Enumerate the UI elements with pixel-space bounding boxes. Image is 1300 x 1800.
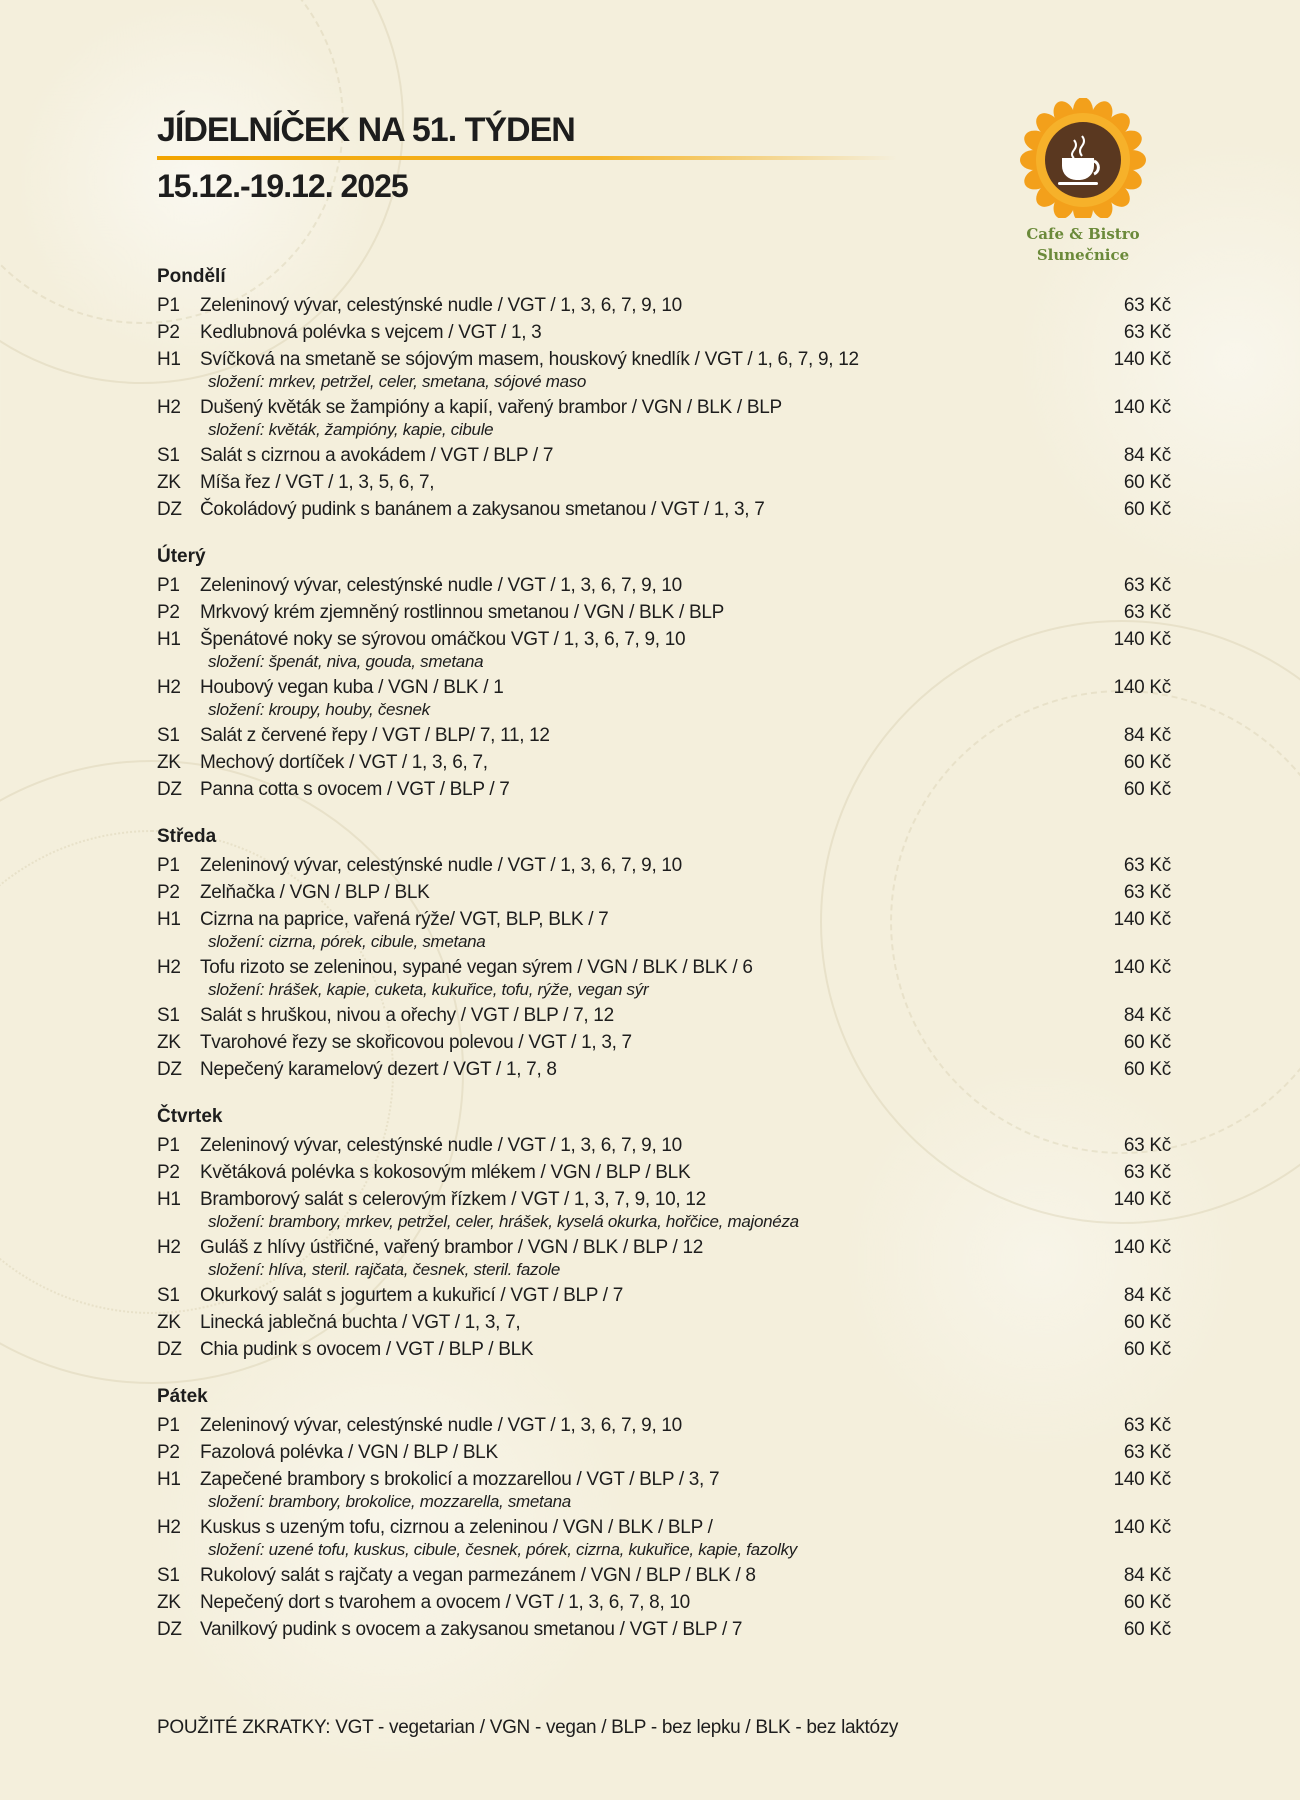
item-price: 84 Kč xyxy=(1123,1565,1171,1586)
item-code: DZ xyxy=(157,499,182,520)
menu-item xyxy=(157,626,1171,653)
dish-name: Míša řez / VGT / 1, 3, 5, 6, 7, xyxy=(200,472,435,493)
item-code: ZK xyxy=(157,1592,181,1613)
dish-name: Zeleninový vývar, celestýnské nudle / VGT / 1, 3, 6, 7, 9, 10 xyxy=(200,1415,682,1436)
weekly-menu xyxy=(157,262,1171,1662)
menu-item xyxy=(157,1132,1171,1159)
menu-item xyxy=(157,879,1171,906)
dish-name: Salát s hruškou, nivou a ořechy / VGT / BLP / 7, 12 xyxy=(200,1005,614,1026)
menu-item xyxy=(157,496,1171,523)
item-price: 140 Kč xyxy=(1113,1189,1171,1210)
item-code: DZ xyxy=(157,1619,182,1640)
dish-name: Kedlubnová polévka s vejcem / VGT / 1, 3 xyxy=(200,322,542,343)
day-section xyxy=(157,822,1171,1083)
day-heading: Čtvrtek xyxy=(157,1106,223,1127)
menu-item xyxy=(157,1336,1171,1363)
item-code: P2 xyxy=(157,882,180,903)
menu-item xyxy=(157,1234,1171,1261)
item-price: 63 Kč xyxy=(1123,602,1171,623)
item-code: H2 xyxy=(157,677,181,698)
item-price: 63 Kč xyxy=(1123,882,1171,903)
item-code: H1 xyxy=(157,349,181,370)
menu-item xyxy=(157,394,1171,421)
item-code: H2 xyxy=(157,957,181,978)
dish-name: Okurkový salát s jogurtem a kukuřicí / VGT / BLP / 7 xyxy=(200,1285,623,1306)
day-section xyxy=(157,1102,1171,1363)
item-price: 140 Kč xyxy=(1113,349,1171,370)
item-code: H2 xyxy=(157,1237,181,1258)
dish-name: Zeleninový vývar, celestýnské nudle / VGT / 1, 3, 6, 7, 9, 10 xyxy=(200,575,682,596)
day-heading: Úterý xyxy=(157,546,206,567)
item-price: 84 Kč xyxy=(1123,445,1171,466)
menu-item xyxy=(157,1412,1171,1439)
item-price: 84 Kč xyxy=(1123,1005,1171,1026)
item-code: S1 xyxy=(157,1565,180,1586)
day-section xyxy=(157,542,1171,803)
dish-name: Dušený květák se žampióny a kapií, vařený brambor / VGN / BLK / BLP xyxy=(200,397,782,418)
item-code: S1 xyxy=(157,725,180,746)
item-price: 140 Kč xyxy=(1113,677,1171,698)
dish-name: Panna cotta s ovocem / VGT / BLP / 7 xyxy=(200,779,510,800)
item-price: 140 Kč xyxy=(1113,397,1171,418)
dish-ingredients: složení: kroupy, houby, česnek xyxy=(208,700,430,719)
day-heading: Pátek xyxy=(157,1386,208,1407)
item-price: 140 Kč xyxy=(1113,909,1171,930)
menu-item xyxy=(157,572,1171,599)
item-price: 63 Kč xyxy=(1123,1162,1171,1183)
item-price: 60 Kč xyxy=(1123,1339,1171,1360)
item-code: ZK xyxy=(157,1032,181,1053)
item-price: 63 Kč xyxy=(1123,1135,1171,1156)
item-code: ZK xyxy=(157,472,181,493)
dish-name: Vanilkový pudink s ovocem a zakysanou smetanou / VGT / BLP / 7 xyxy=(200,1619,743,1640)
item-price: 60 Kč xyxy=(1123,1619,1171,1640)
dish-name: Zelňačka / VGN / BLP / BLK xyxy=(200,882,430,903)
dish-name: Mechový dortíček / VGT / 1, 3, 6, 7, xyxy=(200,752,488,773)
menu-item xyxy=(157,1589,1171,1616)
item-code: H1 xyxy=(157,1189,181,1210)
menu-item xyxy=(157,1439,1171,1466)
item-code: P2 xyxy=(157,1442,180,1463)
sunflower-logo-graphic xyxy=(1018,98,1148,218)
item-code: P1 xyxy=(157,855,180,876)
menu-item xyxy=(157,1056,1171,1083)
dish-ingredients: složení: hlíva, steril. rajčata, česnek, steril. fazole xyxy=(208,1260,560,1279)
day-section xyxy=(157,262,1171,523)
dish-name: Cizrna na paprice, vařená rýže/ VGT, BLP, BLK / 7 xyxy=(200,909,609,930)
cafe-logo xyxy=(1018,98,1148,264)
abbreviations-legend: POUŽITÉ ZKRATKY: VGT - vegetarian / VGN - vegan / BLP - bez lepku / BLK - bez laktózy xyxy=(157,1717,899,1738)
item-price: 63 Kč xyxy=(1123,575,1171,596)
logo-name-line1: Cafe & Bistro xyxy=(1026,225,1140,243)
item-code: S1 xyxy=(157,1005,180,1026)
item-code: P2 xyxy=(157,322,180,343)
dish-name: Čokoládový pudink s banánem a zakysanou smetanou / VGT / 1, 3, 7 xyxy=(200,499,765,520)
dish-name: Kuskus s uzeným tofu, cizrnou a zeleninou / VGN / BLK / BLP / xyxy=(200,1517,713,1538)
item-price: 140 Kč xyxy=(1113,1237,1171,1258)
item-code: H1 xyxy=(157,909,181,930)
item-code: H2 xyxy=(157,397,181,418)
dish-ingredients: složení: cizrna, pórek, cibule, smetana xyxy=(208,932,486,951)
item-code: S1 xyxy=(157,1285,180,1306)
dish-ingredients: složení: mrkev, petržel, celer, smetana, sójové maso xyxy=(208,372,587,391)
dish-name: Mrkvový krém zjemněný rostlinnou smetanou / VGN / BLK / BLP xyxy=(200,602,725,623)
dish-name: Zeleninový vývar, celestýnské nudle / VGT / 1, 3, 6, 7, 9, 10 xyxy=(200,855,682,876)
item-price: 63 Kč xyxy=(1123,295,1171,316)
dish-name: Zeleninový vývar, celestýnské nudle / VGT / 1, 3, 6, 7, 9, 10 xyxy=(200,295,682,316)
dish-name: Guláš z hlívy ústřičné, vařený brambor / VGN / BLK / BLP / 12 xyxy=(200,1237,704,1258)
dish-name: Salát s cizrnou a avokádem / VGT / BLP / 7 xyxy=(200,445,554,466)
dish-ingredients: složení: brambory, brokolice, mozzarella, smetana xyxy=(208,1492,571,1511)
menu-item xyxy=(157,1186,1171,1213)
page-title: JÍDELNÍČEK NA 51. TÝDEN xyxy=(157,111,575,149)
dish-name: Fazolová polévka / VGN / BLP / BLK xyxy=(200,1442,498,1463)
menu-header xyxy=(157,110,897,206)
item-code: H2 xyxy=(157,1517,181,1538)
dish-ingredients: složení: hrášek, kapie, cuketa, kukuřice, tofu, rýže, vegan sýr xyxy=(208,980,649,999)
day-heading: Středa xyxy=(157,826,217,847)
week-dates: 15.12.-19.12. 2025 xyxy=(157,168,408,204)
item-code: DZ xyxy=(157,1339,182,1360)
item-price: 63 Kč xyxy=(1123,1415,1171,1436)
menu-item xyxy=(157,1514,1171,1541)
menu-item xyxy=(157,776,1171,803)
dish-name: Salát z červené řepy / VGT / BLP/ 7, 11, 12 xyxy=(200,725,550,746)
menu-item xyxy=(157,469,1171,496)
item-code: DZ xyxy=(157,779,182,800)
item-price: 140 Kč xyxy=(1113,629,1171,650)
dish-name: Špenátové noky se sýrovou omáčkou VGT / 1, 3, 6, 7, 9, 10 xyxy=(200,629,686,650)
dish-ingredients: složení: uzené tofu, kuskus, cibule, česnek, pórek, cizrna, kukuřice, kapie, fazolky xyxy=(208,1540,797,1559)
item-code: P2 xyxy=(157,602,180,623)
dish-ingredients: složení: květák, žampióny, kapie, cibule xyxy=(208,420,494,439)
dish-name: Rukolový salát s rajčaty a vegan parmezánem / VGN / BLP / BLK / 8 xyxy=(200,1565,756,1586)
dish-ingredients: složení: špenát, niva, gouda, smetana xyxy=(208,652,484,671)
item-price: 60 Kč xyxy=(1123,1032,1171,1053)
item-code: P1 xyxy=(157,575,180,596)
item-price: 60 Kč xyxy=(1123,472,1171,493)
item-price: 63 Kč xyxy=(1123,1442,1171,1463)
day-heading: Pondělí xyxy=(157,266,226,287)
menu-item xyxy=(157,1616,1171,1643)
menu-item xyxy=(157,852,1171,879)
item-price: 140 Kč xyxy=(1113,957,1171,978)
menu-item xyxy=(157,292,1171,319)
dish-name: Zapečené brambory s brokolicí a mozzarellou / VGT / BLP / 3, 7 xyxy=(200,1469,720,1490)
item-price: 140 Kč xyxy=(1113,1469,1171,1490)
dish-name: Chia pudink s ovocem / VGT / BLP / BLK xyxy=(200,1339,534,1360)
dish-name: Tvarohové řezy se skořicovou polevou / VGT / 1, 3, 7 xyxy=(200,1032,632,1053)
item-code: P1 xyxy=(157,295,180,316)
item-price: 60 Kč xyxy=(1123,499,1171,520)
dish-ingredients: složení: brambory, mrkev, petržel, celer, hrášek, kyselá okurka, hořčice, majonéza xyxy=(208,1212,799,1231)
item-code: P1 xyxy=(157,1135,180,1156)
menu-item xyxy=(157,674,1171,701)
dish-name: Tofu rizoto se zeleninou, sypané vegan sýrem / VGN / BLK / BLK / 6 xyxy=(200,957,753,978)
item-price: 60 Kč xyxy=(1123,1592,1171,1613)
dish-name: Zeleninový vývar, celestýnské nudle / VGT / 1, 3, 6, 7, 9, 10 xyxy=(200,1135,682,1156)
menu-item xyxy=(157,1309,1171,1336)
item-price: 84 Kč xyxy=(1123,1285,1171,1306)
item-code: ZK xyxy=(157,1312,181,1333)
menu-item xyxy=(157,1029,1171,1056)
menu-item xyxy=(157,442,1171,469)
dish-name: Bramborový salát s celerovým řízkem / VGT / 1, 3, 7, 9, 10, 12 xyxy=(200,1189,706,1210)
item-price: 60 Kč xyxy=(1123,1312,1171,1333)
item-code: S1 xyxy=(157,445,180,466)
item-price: 60 Kč xyxy=(1123,779,1171,800)
dish-name: Květáková polévka s kokosovým mlékem / VGN / BLP / BLK xyxy=(200,1162,691,1183)
item-code: P2 xyxy=(157,1162,180,1183)
dish-name: Nepečený karamelový dezert / VGT / 1, 7, 8 xyxy=(200,1059,557,1080)
menu-item xyxy=(157,1562,1171,1589)
menu-item xyxy=(157,346,1171,373)
item-code: H1 xyxy=(157,1469,181,1490)
menu-item xyxy=(157,1466,1171,1493)
menu-item xyxy=(157,906,1171,933)
menu-item xyxy=(157,599,1171,626)
item-price: 84 Kč xyxy=(1123,725,1171,746)
item-price: 63 Kč xyxy=(1123,322,1171,343)
item-code: ZK xyxy=(157,752,181,773)
day-section xyxy=(157,1382,1171,1643)
dish-name: Nepečený dort s tvarohem a ovocem / VGT / 1, 3, 6, 7, 8, 10 xyxy=(200,1592,690,1613)
dish-name: Svíčková na smetaně se sójovým masem, houskový knedlík / VGT / 1, 6, 7, 9, 12 xyxy=(200,349,859,370)
menu-item xyxy=(157,1002,1171,1029)
menu-item xyxy=(157,749,1171,776)
menu-item xyxy=(157,319,1171,346)
menu-item xyxy=(157,1282,1171,1309)
title-underline xyxy=(157,156,897,160)
menu-item xyxy=(157,1159,1171,1186)
item-code: H1 xyxy=(157,629,181,650)
item-price: 60 Kč xyxy=(1123,752,1171,773)
item-price: 60 Kč xyxy=(1123,1059,1171,1080)
dish-name: Houbový vegan kuba / VGN / BLK / 1 xyxy=(200,677,504,698)
item-code: P1 xyxy=(157,1415,180,1436)
dish-name: Linecká jablečná buchta / VGT / 1, 3, 7, xyxy=(200,1312,521,1333)
menu-item xyxy=(157,954,1171,981)
menu-item xyxy=(157,722,1171,749)
item-code: DZ xyxy=(157,1059,182,1080)
item-price: 140 Kč xyxy=(1113,1517,1171,1538)
item-price: 63 Kč xyxy=(1123,855,1171,876)
logo-name-line2: Slunečnice xyxy=(1036,246,1130,264)
